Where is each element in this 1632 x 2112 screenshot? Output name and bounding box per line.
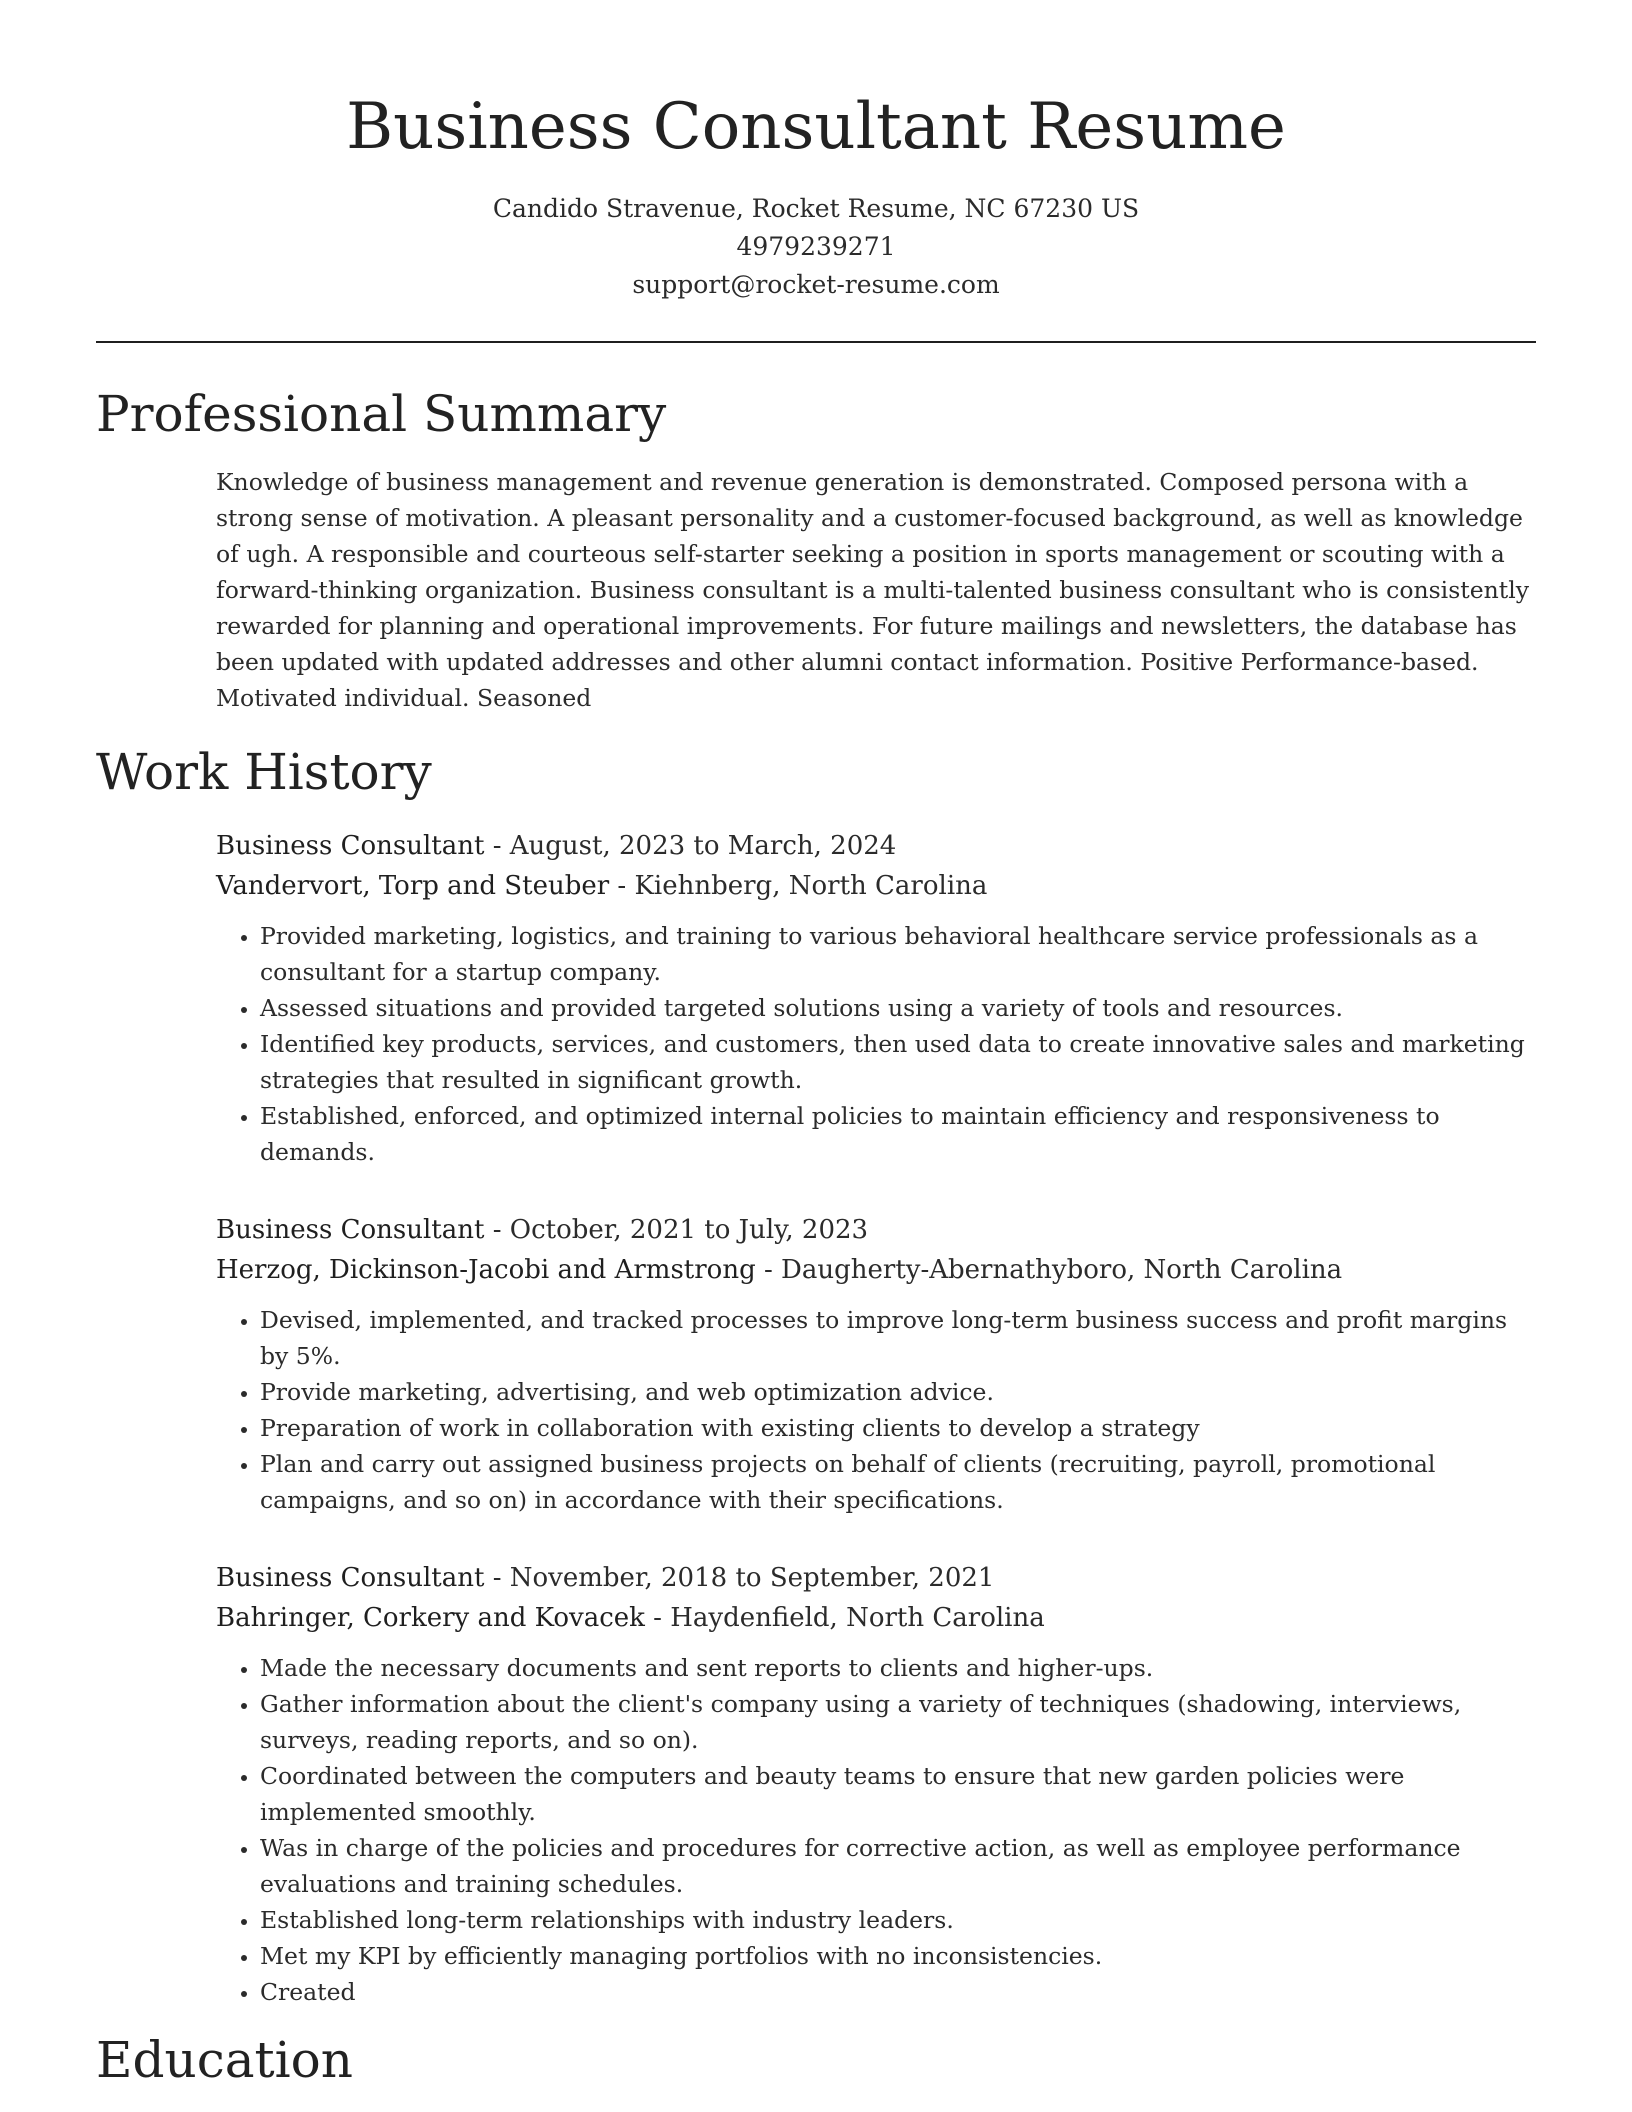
job-dates: - August, 2023 to March, 2024 (484, 831, 897, 861)
job-location: - Daugherty-Abernathyboro, North Carolina (755, 1255, 1343, 1285)
work-history-list (216, 826, 1536, 2010)
job-bullet: • Identified key products, services, and customers, then used data to create innovative sales and marketing strategies that resulted in significant growth. (260, 1026, 1536, 1098)
job-title: Business Consultant (216, 831, 485, 861)
job-company-line (216, 1598, 1536, 1638)
job-bullet: • Devised, implemented, and tracked processes to improve long-term business success and profit margins by 5%. (260, 1302, 1536, 1374)
job-bullet: • Provide marketing, advertising, and web optimization advice. (260, 1374, 1536, 1410)
job-location: - Haydenfield, North Carolina (644, 1603, 1045, 1633)
contact-phone: 4979239271 (736, 232, 896, 261)
contact-address: Candido Stravenue, Rocket Resume, NC 67230 US (492, 194, 1140, 223)
summary-heading: Professional Summary (96, 385, 667, 443)
summary-text: Knowledge of business management and revenue generation is demonstrated. Composed persona with a strong sense of motivation. A pleasant personality and a customer-focused background, as well as knowledge of ugh. A responsible and courteous self-starter seeking a position in sports management or scouting with a forward-thinking organization. Business consultant is a multi-talented business consultant who is consistently rewarded for planning and operational improvements. For future mailings and newsletters, the database has been updated with updated addresses and other alumni contact information. Positive Performance-based. Motivated individual. Seasoned (216, 468, 1529, 712)
education-heading: Education (96, 2031, 353, 2089)
job-bullet: • Made the necessary documents and sent reports to clients and higher-ups. (260, 1650, 1536, 1686)
job-bullets (216, 1650, 1536, 2010)
job-bullet: • Was in charge of the policies and procedures for corrective action, as well as employee performance evaluations and training schedules. (260, 1830, 1536, 1902)
job-bullet: • Provided marketing, logistics, and training to various behavioral healthcare service professionals as a consultant for a startup company. (260, 918, 1536, 990)
contact-info (0, 190, 1632, 304)
job-bullet: • Established long-term relationships with industry leaders. (260, 1902, 1536, 1938)
job-title-line (216, 1210, 1536, 1250)
job-bullet: • Plan and carry out assigned business projects on behalf of clients (recruiting, payroll, promotional campaigns, and so on) in accordance with their specifications. (260, 1446, 1536, 1518)
job-company: Bahringer, Corkery and Kovacek (216, 1603, 645, 1633)
job-location: - Kiehnberg, North Carolina (609, 871, 988, 901)
contact-email: support@rocket-resume.com (632, 270, 1000, 299)
job-dates: - October, 2021 to July, 2023 (484, 1215, 869, 1245)
job-bullet: • Assessed situations and provided targeted solutions using a variety of tools and resources. (260, 990, 1536, 1026)
job-company: Herzog, Dickinson-Jacobi and Armstrong (216, 1255, 756, 1285)
job-company: Vandervort, Torp and Steuber (216, 871, 610, 901)
job-title-line (216, 1558, 1536, 1598)
job-company-line (216, 866, 1536, 906)
job-entry (216, 1558, 1536, 2010)
job-bullets (216, 1302, 1536, 1518)
job-bullet: • Gather information about the client's company using a variety of techniques (shadowing, interviews, surveys, reading reports, and so on). (260, 1686, 1536, 1758)
job-company-line (216, 1250, 1536, 1290)
job-title: Business Consultant (216, 1215, 485, 1245)
job-bullet: • Created (260, 1974, 1536, 2010)
resume-content (96, 378, 1536, 2096)
job-entry (216, 826, 1536, 1170)
header-divider (96, 341, 1536, 343)
job-entry (216, 1210, 1536, 1518)
job-title-line (216, 826, 1536, 866)
job-bullet: • Preparation of work in collaboration with existing clients to develop a strategy (260, 1410, 1536, 1446)
resume-header (0, 0, 1632, 304)
job-bullet: • Met my KPI by efficiently managing portfolios with no inconsistencies. (260, 1938, 1536, 1974)
resume-title: Business Consultant Resume (346, 90, 1286, 164)
job-title: Business Consultant (216, 1563, 485, 1593)
job-bullet: • Coordinated between the computers and beauty teams to ensure that new garden policies were implemented smoothly. (260, 1758, 1536, 1830)
job-bullets (216, 918, 1536, 1170)
job-bullet: • Established, enforced, and optimized internal policies to maintain efficiency and responsiveness to demands. (260, 1098, 1536, 1170)
work-history-heading: Work History (96, 743, 432, 801)
job-dates: - November, 2018 to September, 2021 (484, 1563, 995, 1593)
